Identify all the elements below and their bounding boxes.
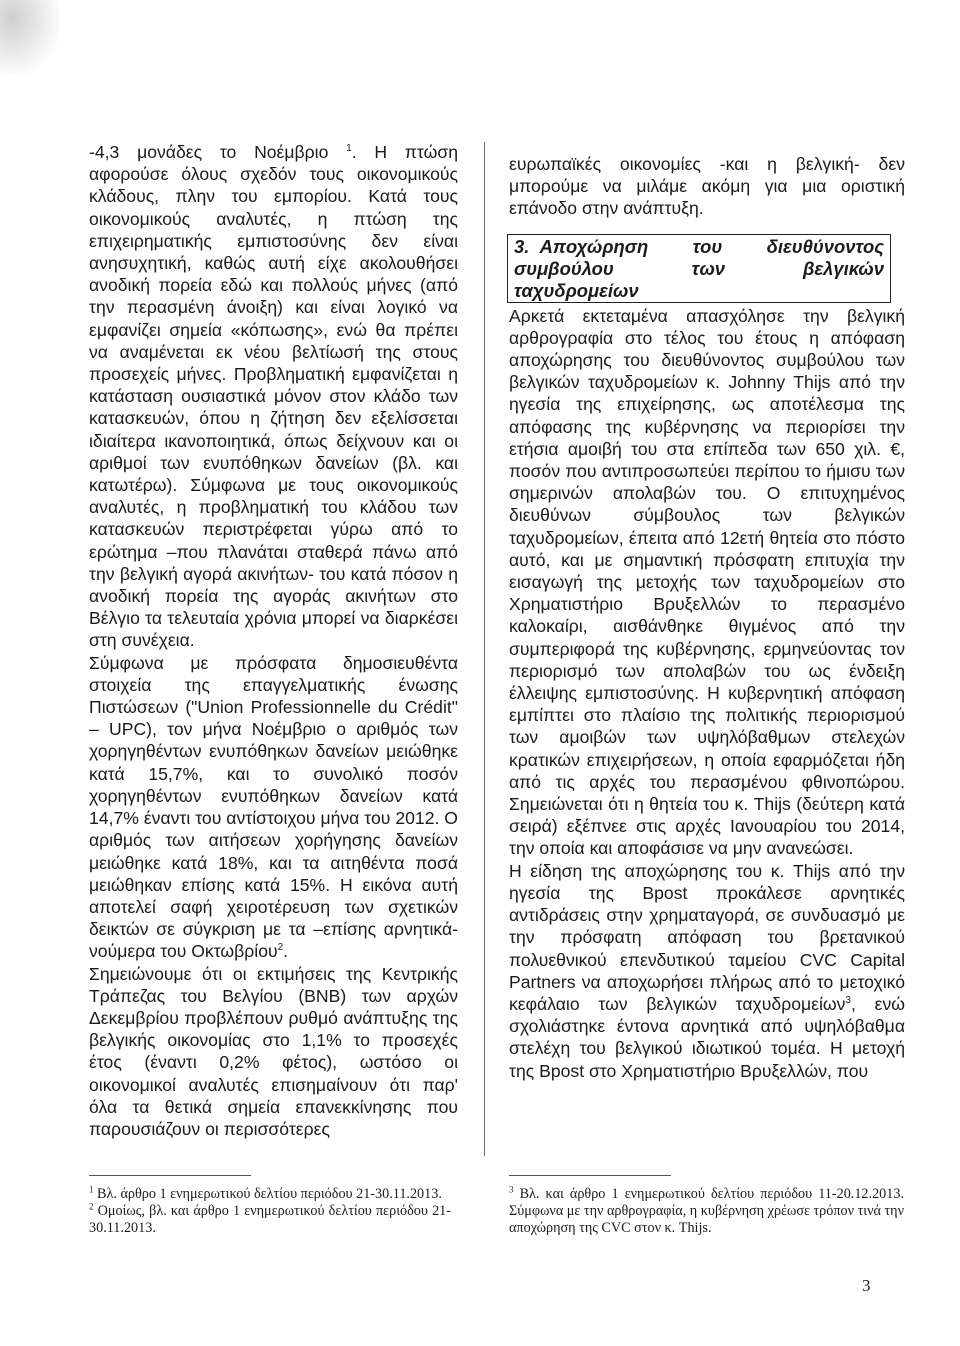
paragraph-text: . xyxy=(283,941,289,962)
paragraph-text: Σημειώνουμε ότι οι εκτιμήσεις της Κεντρικής Τράπεζας του Βελγίου (BNB) των αρχών Δεκεμβρίου προβλέπουν ρυθμό ανάπτυξης της βελγικής οικονομίας στο 1,1% το προσεχές έτος (έναντι 0,2% φέτος), ωστόσο οι οικονομικοί αναλυτές επισημαίνουν ότι παρ' όλα τα θετικά σημεία επανεκκίνησης που παρουσιάζουν οι περισσότερες xyxy=(89,963,458,1139)
footnote-text: Βλ. και άρθρο 1 ενημερωτικού δελτίου περιόδου 11-20.12.2013. Σύμφωνα με την αρθρογραφία, η κυβέρνηση χρέωσε τρόπον τινά την αποχώρηση της CVC στον κ. Thijs. xyxy=(509,1186,905,1236)
footnote-mark: 3 xyxy=(509,1184,514,1195)
footnote-separator-right xyxy=(509,1175,671,1176)
paragraph-text: Σύμφωνα με πρόσφατα δημοσιευθέντα στοιχεία της επαγγελματικής ένωσης Πιστώσεων ("Union Professionnelle du Crédit" – UPC), τον μήνα Νοέμβριο ο αριθμός των χορηγηθέντων ενυπόθηκων δανείων μειώθηκε κατά 15,7%, και το συνολικό ποσόν χορηγηθέντων ενυπόθηκων δανείων κατά 14,7% έναντι του αντίστοιχου μήνα του 2012. Ο αριθμός των αιτήσεων χορήγησης δανείων μειώθηκε κατά 18%, και τα αιτηθέντα ποσά μειώθηκαν επίσης κατά 15%. Η εικόνα αυτή αποτελεί σαφή χειροτέρευση των σχετικών δεικτών σε σύγκριση με τα –επίσης αρνητικά- νούμερα του Οκτωβρίου xyxy=(89,652,458,962)
heading-word xyxy=(514,236,648,258)
footnote-mark: 1 xyxy=(89,1184,94,1195)
left-paragraph-2 xyxy=(89,652,458,963)
right-intro-paragraph: ευρωπαϊκές οικονομίες -και η βελγική- δεν μπορούμε να μιλάμε ακόμη για μια οριστική επάνοδο στην ανάπτυξη. xyxy=(509,154,905,219)
heading-word: Αποχώρηση xyxy=(539,235,649,257)
page-number: 3 xyxy=(862,1276,871,1295)
footnote-2 xyxy=(89,1203,451,1237)
left-column xyxy=(89,141,458,1140)
right-column xyxy=(509,153,905,1082)
footnote-3 xyxy=(509,1186,904,1237)
footnote-ref-3: 3 xyxy=(845,995,851,1007)
paragraph-text: Αρκετά εκτεταμένα απασχόλησε την βελγική αρθρογραφία στο τέλος του έτους η απόφαση αποχώρησης του διευθύνοντος συμβούλου των βελγικών ταχυδρομείων κ. Johnny Thijs από την ηγεσία της επιχείρησης, ως αποτέλεσμα της απόφασης της κυβέρνησης να περιορίσει την ετήσια αμοιβή του στα επίπεδα των 650 χιλ. €, ποσόν που αντιπροσωπεύει περίπου το ήμισυ των σημερινών απολαβών του. Ο επιτυχημένος διευθύνων σύμβουλος των βελγικών ταχυδρομείων, έπειτα από 12ετή θητεία στο πόστο αυτό, και με σημαντική πρόσφατη επιτυχία την εισαγωγή της μετοχής των ταχυδρομείων στο Χρηματιστήριο Βρυξελλών το περασμένο καλοκαίρι, αισθάνθηκε θιγμένος από την συμπεριφορά της κυβέρνησης, ερμηνεύοντας τον περιορισμό των απολαβών του ως ένδειξη έλλειψης εμπιστοσύνης. Η κυβερνητική απόφαση εμπίπτει στο πλαίσιο της πολιτικής περιορισμού των αμοιβών των υψηλόβαθμων στελεχών κρατικών επιχειρήσεων, η οποία εφαρμόζεται ήδη από τις αρχές του περασμένου φθινοπώρου. Σημειώνεται ότι η θητεία του κ. Thijs (δεύτερη κατά σειρά) εξέπνεε στις αρχές Ιανουαρίου του 2014, την οποία και αποφάσισε να μην ανανεώσει. xyxy=(509,305,905,859)
heading-line xyxy=(514,236,884,258)
footnote-ref-1: 1 xyxy=(346,143,352,155)
column-divider xyxy=(484,142,485,1156)
right-paragraph-2 xyxy=(509,860,905,1082)
paragraph-text: , ενώ σχολιάστηκε έντονα αρνητικά από υψηλόβαθμα στελέχη του βελγικού ιδιωτικού τομέα. Η μετοχή της Bpost στο Χρηματιστήριο Βρυξελλών, που xyxy=(509,993,905,1081)
right-paragraph-1 xyxy=(509,305,905,860)
footnote-text: Βλ. άρθρο 1 ενημερωτικού δελτίου περιόδου 21-30.11.2013. xyxy=(93,1186,442,1202)
heading-word: ταχυδρομείων xyxy=(514,279,639,301)
paragraph-text: -4,3 μονάδες το Νοέμβριο xyxy=(89,142,347,162)
footnote-ref-2: 2 xyxy=(277,942,284,954)
footnote-text: Ομοίως, βλ. και άρθρο 1 ενημερωτικού δελτίου περιόδου 21-30.11.2013. xyxy=(89,1203,451,1236)
heading-word: συμβούλου xyxy=(514,257,614,279)
scan-smudge xyxy=(0,0,60,75)
footnote-separator-left xyxy=(89,1175,251,1176)
left-paragraph-3 xyxy=(89,963,458,1141)
footnote-mark: 2 xyxy=(89,1201,94,1212)
heading-word: διευθύνοντος xyxy=(766,235,884,257)
footnote-1 xyxy=(89,1186,451,1203)
heading-word: των xyxy=(691,257,726,279)
heading-line xyxy=(514,280,884,302)
heading-word: βελγικών xyxy=(802,257,884,279)
paragraph-text: . Η πτώση αφορούσε όλους σχεδόν τους οικονομικούς κλάδους, πλην του εμπορίου. Κατά τους οικονομικούς αναλυτές, η πτώση της επιχειρηματικής εμπιστοσύνης δεν είναι ανησυχητική, καθώς αυτή είχε ακολουθήσει ανοδική πορεία εδώ και πολλούς μήνες (από την περασμένη άνοιξη) και είναι λογικό να εμφανίζει σημεία «κόπωσης», ενώ θα πρέπει να αναμένεται εκ νέου βελτίωσή της στους προσεχείς μήνες. Προβληματική εμφανίζεται η κατάσταση ουσιαστικά μόνον στον κλάδο των κατασκευών, όπου η ζήτηση δεν εξελίσσεται ιδιαίτερα ικανοποιητικά, όπως δείχνουν και οι αριθμοί των ενυπόθηκων δανείων (βλ. και κατωτέρω). Σύμφωνα με τους οικονομικούς αναλυτές, η προβληματική του κλάδου των κατασκευών περιστρέφεται γύρω από το ερώτημα –που πλανάται σταθερά πάνω από την βελγική αγορά ακινήτων- του κατά πόσον η ανοδική πορεία της αγοράς ακινήτων στο Βέλγιο τα τελευταία χρόνια μπορεί να διαρκέσει στη συνέχεια. xyxy=(89,142,459,651)
section-heading xyxy=(507,234,891,303)
left-paragraph-1 xyxy=(89,141,458,652)
footnotes-right xyxy=(509,1186,904,1237)
heading-word: του xyxy=(692,235,723,257)
heading-line xyxy=(514,258,884,280)
footnotes-left xyxy=(89,1186,451,1237)
paragraph-text: Η είδηση της αποχώρησης του κ. Thijs από την ηγεσία της Bpost προκάλεσε αρνητικές αντιδράσεις στην χρηματαγορά, σε συνδυασμό με την πρόσφατη απόφαση του βρετανικού πολυεθνικού επενδυτικού ταμείου CVC Capital Partners να αποχωρήσει πλήρως από το μετοχικό κεφάλαιο των βελγικών ταχυδρομείων xyxy=(509,860,905,1014)
heading-number: 3. xyxy=(514,235,530,257)
